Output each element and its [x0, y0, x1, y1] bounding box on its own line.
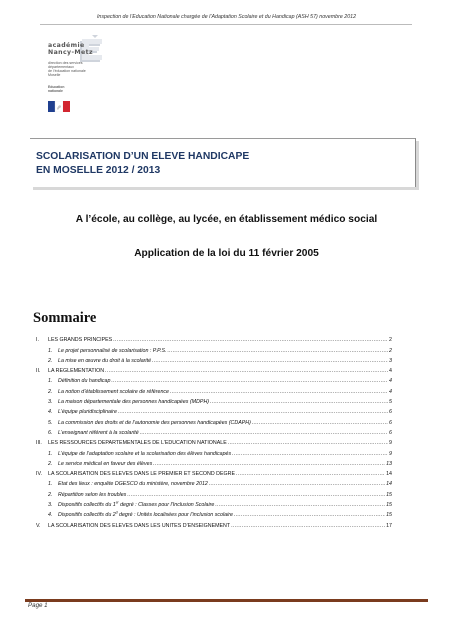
toc-entry-title: LES RESSOURCES DEPARTEMENTALES DE L’EDUCATION NATIONALE: [48, 440, 227, 447]
toc-entry-page: 9: [389, 440, 392, 447]
toc-entry-page: 14: [386, 471, 392, 478]
toc-heading: Sommaire: [33, 310, 97, 326]
toc-entry-number: 3.: [48, 399, 53, 406]
toc-entry[interactable]: [36, 498, 392, 508]
toc-entry[interactable]: [36, 415, 392, 425]
toc-entry[interactable]: [36, 405, 392, 415]
academy-name-line-2: Nancy-Metz: [48, 49, 93, 56]
toc-entry-title: L’enseignant référent à la scolarité: [58, 429, 139, 436]
toc-entry-number: 6.: [48, 429, 53, 436]
toc-entry-title-part: degré : Unités localisées pour l’inclusion scolaire: [117, 512, 233, 519]
toc-entry-page: 5: [389, 399, 392, 406]
academy-name: [48, 42, 93, 56]
toc-entry-page: 15: [386, 502, 392, 509]
document-subtitle: A l’école, au collège, au lycée, en établissement médico social: [75, 214, 378, 225]
service-name: [48, 61, 86, 77]
toc-entry[interactable]: [36, 333, 392, 343]
table-of-contents: [36, 333, 392, 529]
toc-entry-page: 13: [386, 460, 392, 467]
law-reference: Application de la loi du 11 février 2005: [134, 248, 319, 259]
toc-entry-page: 17: [386, 522, 392, 529]
toc-entry[interactable]: [36, 446, 392, 456]
ministry-name: [48, 85, 64, 93]
document-title-box: [30, 138, 416, 187]
toc-entry-title: La commission des droits et de l’autonomie des personnes handicapées (CDAPH): [58, 419, 251, 426]
toc-entry[interactable]: [36, 518, 392, 528]
header-divider: [40, 24, 412, 25]
toc-entry-title: L’équipe pluridisciplinaire: [58, 409, 117, 416]
toc-entry-number: 2.: [48, 491, 53, 498]
running-header: Inspection de l’Education Nationale chargée de l’Adaptation Scolaire et du Handicap (ASH 57) novembre 2012: [96, 14, 357, 20]
toc-entry[interactable]: [36, 508, 392, 518]
toc-entry-page: 4: [389, 378, 392, 385]
toc-entry-title: La mise en œuvre du droit à la scolarité: [58, 357, 152, 364]
toc-entry-number: 1.: [48, 450, 53, 457]
ministry-line-1: Education: [48, 85, 65, 89]
toc-entry-page: 6: [389, 429, 392, 436]
page-number: Page 1: [28, 602, 48, 609]
toc-entry[interactable]: [36, 395, 392, 405]
toc-entry-title: Etat des lieux : enquête DGESCO du ministère, novembre 2012: [58, 481, 208, 488]
toc-entry-page: 6: [389, 409, 392, 416]
toc-entry-title: La maison départementale des personnes handicapées (MDPH): [58, 399, 210, 406]
toc-entry-page: 3: [389, 357, 392, 364]
toc-entry-title: L’équipe de l’adaptation scolaire et la scolarisation des élèves handicapés: [58, 450, 232, 457]
toc-entry-title: LA SCOLARISATION DES ELEVES DANS LE PREMIER ET SECOND DEGRE: [48, 471, 236, 478]
toc-entry-title: Répartition selon les troubles: [58, 491, 127, 498]
toc-entry-title-part: Dispositifs collectifs du 1: [58, 502, 116, 509]
toc-entry-number: 1.: [48, 481, 53, 488]
toc-entry-page: 14: [386, 481, 392, 488]
toc-entry-number: V.: [36, 522, 41, 529]
toc-entry-number: 1.: [48, 378, 53, 385]
toc-entry-number: 5.: [48, 419, 53, 426]
ministry-line-2: nationale: [48, 89, 63, 93]
toc-entry[interactable]: [36, 436, 392, 446]
toc-leader-dots: [231, 523, 385, 529]
toc-entry[interactable]: [36, 364, 392, 374]
toc-entry-title: La notion d’établissement scolaire de référence: [58, 388, 170, 395]
toc-entry[interactable]: [36, 457, 392, 467]
toc-entry-superscript: er: [115, 500, 119, 505]
toc-entry-page: 6: [389, 419, 392, 426]
toc-entry-number: III.: [36, 440, 42, 447]
toc-entry[interactable]: [36, 477, 392, 487]
toc-entry-superscript: d: [115, 511, 118, 516]
toc-entry-number: 2.: [48, 388, 53, 395]
toc-entry[interactable]: [36, 374, 392, 384]
toc-entry-page: 9: [389, 450, 392, 457]
toc-entry[interactable]: [36, 354, 392, 364]
toc-entry-number: 1.: [48, 347, 53, 354]
toc-entry-page: 15: [386, 491, 392, 498]
academy-logo: [18, 35, 128, 135]
toc-entry-title: LA REGLEMENTATION: [48, 368, 105, 375]
service-line-2: départementaux: [48, 65, 74, 70]
document-title-line-1: SCOLARISATION D’UN ELEVE HANDICAPE: [36, 151, 250, 162]
toc-entry-number: IV.: [36, 471, 42, 478]
toc-entry-title-part: Dispositifs collectifs du 2: [58, 512, 116, 519]
service-line-4: Moselle: [48, 73, 61, 78]
toc-entry-number: 2.: [48, 357, 53, 364]
footer-divider: [25, 599, 428, 602]
toc-entry-title: LA SCOLARISATION DES ELEVES DANS LES UNITES D’ENSEIGNEMENT: [48, 522, 231, 529]
toc-entry-number: 2.: [48, 460, 53, 467]
toc-entry-page: 4: [389, 368, 392, 375]
toc-entry-title: LES GRANDS PRINCIPES: [48, 337, 113, 344]
toc-entry-number: 4.: [48, 409, 53, 416]
toc-entry-number: II.: [36, 368, 41, 375]
toc-entry-title: Définition du handicap: [58, 378, 111, 385]
toc-entry-number: 4.: [48, 512, 53, 519]
toc-entry-page: 2: [389, 337, 392, 344]
toc-entry[interactable]: [36, 426, 392, 436]
toc-entry-page: 4: [389, 388, 392, 395]
toc-entry[interactable]: [36, 467, 392, 477]
toc-entry-number: 3.: [48, 502, 53, 509]
toc-entry-page: 2: [389, 347, 392, 354]
service-line-1: direction des services: [48, 61, 83, 65]
toc-entry-number: I.: [36, 337, 39, 344]
toc-entry-title-part: degré : Classes pour l’Inclusion Scolaire: [118, 502, 215, 509]
service-line-3: de l’éducation nationale: [48, 69, 86, 74]
toc-entry[interactable]: [36, 384, 392, 394]
marianne-flag-icon: [48, 99, 70, 117]
toc-entry-page: 15: [386, 512, 392, 519]
toc-entry-title: Le projet personnalisé de scolarisation : P.P.S.: [58, 347, 167, 354]
toc-entry[interactable]: [36, 487, 392, 497]
document-title-line-2: EN MOSELLE 2012 / 2013: [36, 165, 161, 176]
academy-name-line-1: académie: [48, 42, 85, 49]
toc-entry[interactable]: [36, 343, 392, 353]
toc-entry-title: Le service médical en faveur des élèves: [58, 460, 153, 467]
